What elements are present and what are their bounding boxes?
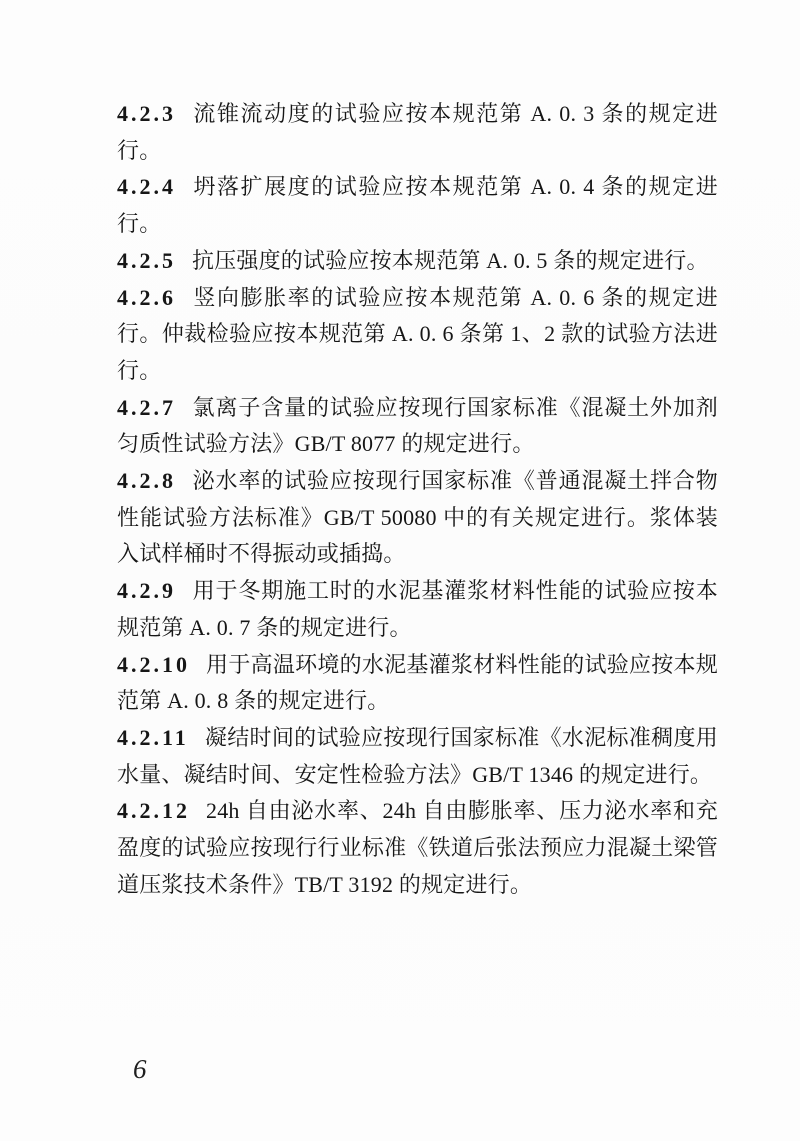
clause-4-2-11 — [117, 720, 718, 793]
clause-4-2-8 — [117, 463, 718, 573]
clause-4-2-10 — [117, 647, 718, 720]
clause-number: 4.2.11 — [117, 724, 189, 750]
clause-number: 4.2.9 — [117, 578, 176, 604]
clause-number: 4.2.8 — [117, 468, 176, 494]
clause-4-2-9 — [117, 573, 718, 646]
clause-text: 泌水率的试验应按现行国家标准《普通混凝土拌合物性能试验方法标准》GB/T 50080 中的有关规定进行。浆体装入试样桶时不得振动或插捣。 — [117, 468, 718, 567]
clause-number: 4.2.6 — [117, 284, 176, 310]
clause-4-2-7 — [117, 390, 718, 463]
clause-number: 4.2.3 — [117, 101, 176, 126]
clause-text: 流锥流动度的试验应按本规范第 A. 0. 3 条的规定进行。 — [117, 101, 718, 163]
clause-text: 竖向膨胀率的试验应按本规范第 A. 0. 6 条的规定进行。仲裁检验应按本规范第 A. 0. 6 条第 1、2 款的试验方法进行。 — [117, 284, 718, 383]
clause-text: 用于高温环境的水泥基灌浆材料性能的试验应按本规范第 A. 0. 8 条的规定进行。 — [117, 651, 718, 714]
clause-number: 4.2.10 — [117, 651, 190, 677]
clause-text-block — [117, 96, 718, 903]
clause-number: 4.2.4 — [117, 174, 176, 200]
clause-number: 4.2.7 — [117, 394, 176, 420]
clause-text: 用于冬期施工时的水泥基灌浆材料性能的试验应按本规范第 A. 0. 7 条的规定进行。 — [117, 578, 718, 640]
clause-4-2-5 — [117, 243, 718, 280]
clause-number: 4.2.12 — [117, 798, 190, 824]
clause-4-2-12 — [117, 793, 718, 903]
clause-text: 24h 自由泌水率、24h 自由膨胀率、压力泌水率和充盈度的试验应按现行行业标准《铁道后张法预应力混凝土梁管道压浆技术条件》TB/T 3192 的规定进行。 — [117, 798, 718, 897]
clause-4-2-6 — [117, 280, 718, 390]
clause-text: 坍落扩展度的试验应按本规范第 A. 0. 4 条的规定进行。 — [117, 174, 718, 237]
clause-4-2-4 — [117, 169, 718, 242]
clause-text: 凝结时间的试验应按现行国家标准《水泥标准稠度用水量、凝结时间、安定性检验方法》GB/T 1346 的规定进行。 — [117, 724, 718, 787]
clause-text: 抗压强度的试验应按本规范第 A. 0. 5 条的规定进行。 — [192, 247, 709, 273]
page-number: 6 — [133, 1054, 147, 1084]
clause-number: 4.2.5 — [117, 247, 176, 273]
clause-text: 氯离子含量的试验应按现行国家标准《混凝土外加剂匀质性试验方法》GB/T 8077 的规定进行。 — [117, 394, 718, 457]
clause-4-2-3 — [117, 96, 718, 169]
